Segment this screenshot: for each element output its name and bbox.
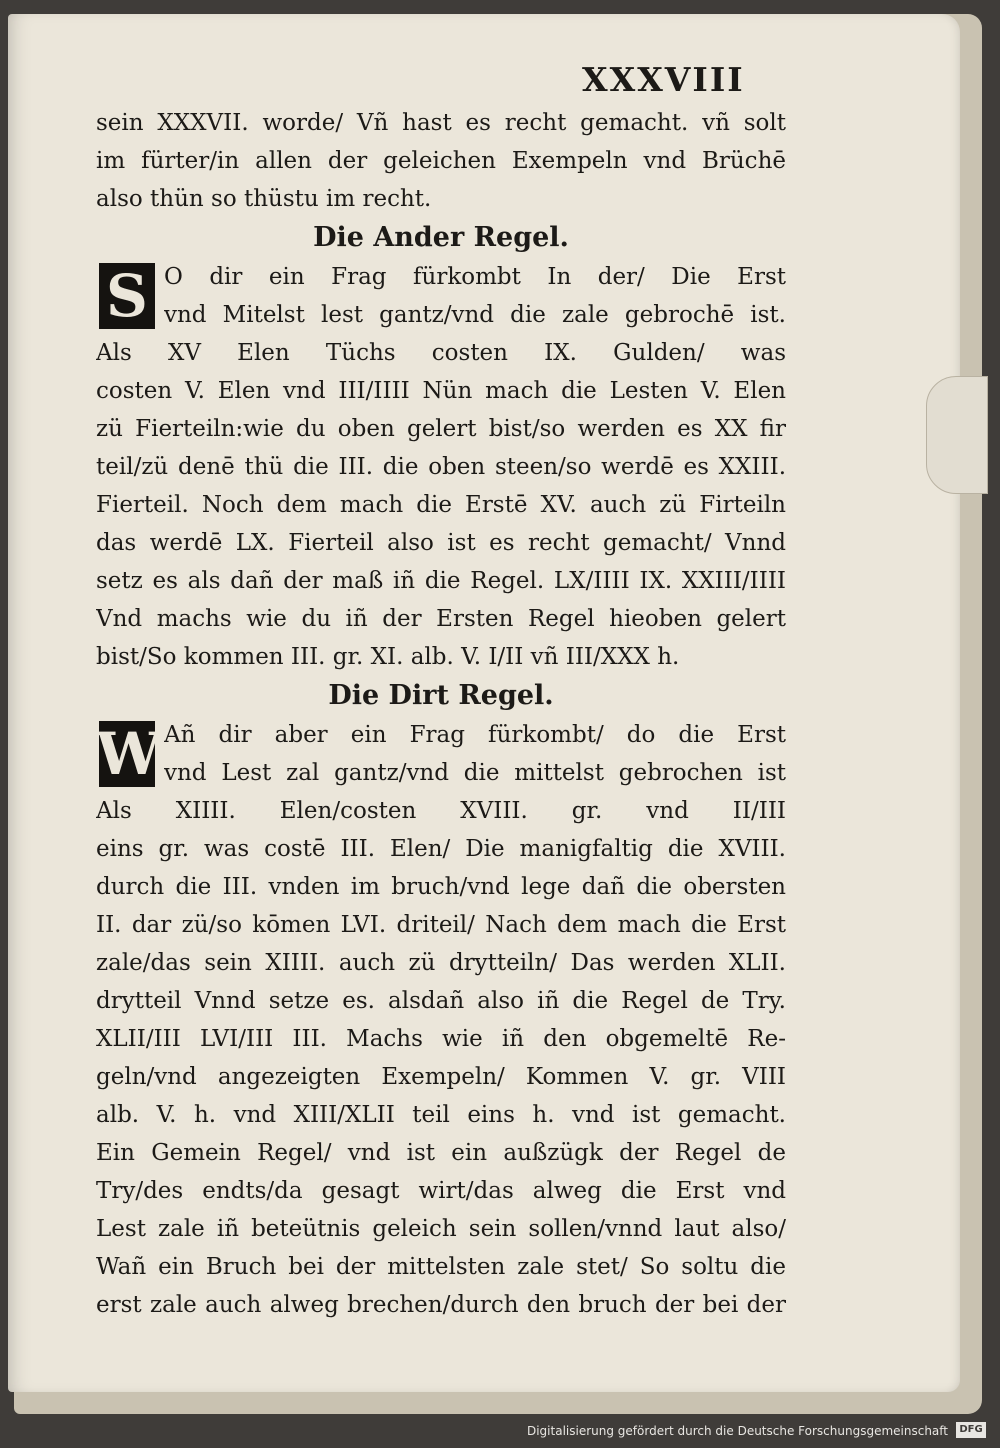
page-tab-marker <box>926 376 988 494</box>
text-line: Añ dir aber ein Frag fürkombt/ do die Erst <box>164 722 786 748</box>
dfg-logo: DFG <box>956 1422 986 1438</box>
drop-cap-s: S <box>96 260 158 332</box>
text-line: vnd Mitelst lest gantz/vnd die zale gebrochē ist. <box>164 302 786 328</box>
text-line: teil/zü denē thü die III. die oben steen/so werdē es XXIII. <box>96 454 786 480</box>
drop-cap-w: W <box>96 720 162 788</box>
text-line: Als XIIII. Elen/costen XVIII. gr. vnd II/III <box>96 798 786 824</box>
text-line: O dir ein Frag fürkombt In der/ Die Erst <box>164 264 786 290</box>
section-heading-dirt-regel: Die Dirt Regel. <box>328 680 554 711</box>
text-line: setz es als dañ der maß iñ die Regel. LX/IIII IX. XXIII/IIII <box>96 568 786 594</box>
text-line: bist/So kommen III. gr. XI. alb. V. I/II vñ III/XXX h. <box>96 644 680 670</box>
text-line: im fürter/in allen der geleichen Exempeln vnd Brüchē <box>96 148 786 174</box>
text-line: Wañ ein Bruch bei der mittelsten zale stet/ So soltu die <box>96 1254 786 1280</box>
text-line: costen V. Elen vnd III/IIII Nün mach die Lesten V. Elen <box>96 378 786 404</box>
text-line: drytteil Vnnd setze es. alsdañ also iñ die Regel de Try. <box>96 988 786 1014</box>
text-line: vnd Lest zal gantz/vnd die mittelst gebrochen ist <box>164 760 786 786</box>
paragraph-ander-regel <box>96 258 786 676</box>
text-line: Try/des endts/da gesagt wirt/das alweg die Erst vnd <box>96 1178 786 1204</box>
text-block <box>96 104 786 1324</box>
text-line: II. dar zü/so kōmen LVI. driteil/ Nach dem mach die Erst <box>96 912 786 938</box>
text-line: durch die III. vnden im bruch/vnd lege dañ die obersten <box>96 874 786 900</box>
text-line: Fierteil. Noch dem mach die Erstē XV. auch zü Firteiln <box>96 492 786 518</box>
text-line: Vnd machs wie du iñ der Ersten Regel hieoben gelert <box>96 606 786 632</box>
text-line: sein XXXVII. worde/ Vñ hast es recht gemacht. vñ solt <box>96 110 786 136</box>
text-line: zale/das sein XIIII. auch zü drytteiln/ Das werden XLII. <box>96 950 786 976</box>
section-heading-ander-regel: Die Ander Regel. <box>313 222 569 253</box>
footer-bar <box>0 1418 1000 1448</box>
text-line: geln/vnd angezeigten Exempeln/ Kommen V. gr. VIII <box>96 1064 786 1090</box>
text-line: zü Fierteiln:wie du oben gelert bist/so werden es XX fir <box>96 416 786 442</box>
text-line: erst zale auch alweg brechen/durch den bruch der bei der <box>96 1292 786 1318</box>
text-line: alb. V. h. vnd XIII/XLII teil eins h. vnd ist gemacht. <box>96 1102 786 1128</box>
text-line: eins gr. was costē III. Elen/ Die manigfaltig die XVIII. <box>96 836 786 862</box>
text-line: Ein Gemein Regel/ vnd ist ein außzügk der Regel de <box>96 1140 786 1166</box>
text-line: XLII/III LVI/III III. Machs wie iñ den obgemeltē Re- <box>96 1026 786 1052</box>
text-line: Lest zale iñ beteütnis geleich sein sollen/vnnd laut also/ <box>96 1216 786 1242</box>
paragraph-dirt-regel <box>96 716 786 1324</box>
funding-credit: Digitalisierung gefördert durch die Deutsche Forschungsgemeinschaft <box>526 1424 948 1438</box>
folio-number: XXXVIII <box>582 60 745 99</box>
text-line: das werdē LX. Fierteil also ist es recht gemacht/ Vnnd <box>96 530 786 556</box>
text-line: also thün so thüstu im recht. <box>96 186 432 212</box>
text-line: Als XV Elen Tüchs costen IX. Gulden/ was <box>96 340 786 366</box>
